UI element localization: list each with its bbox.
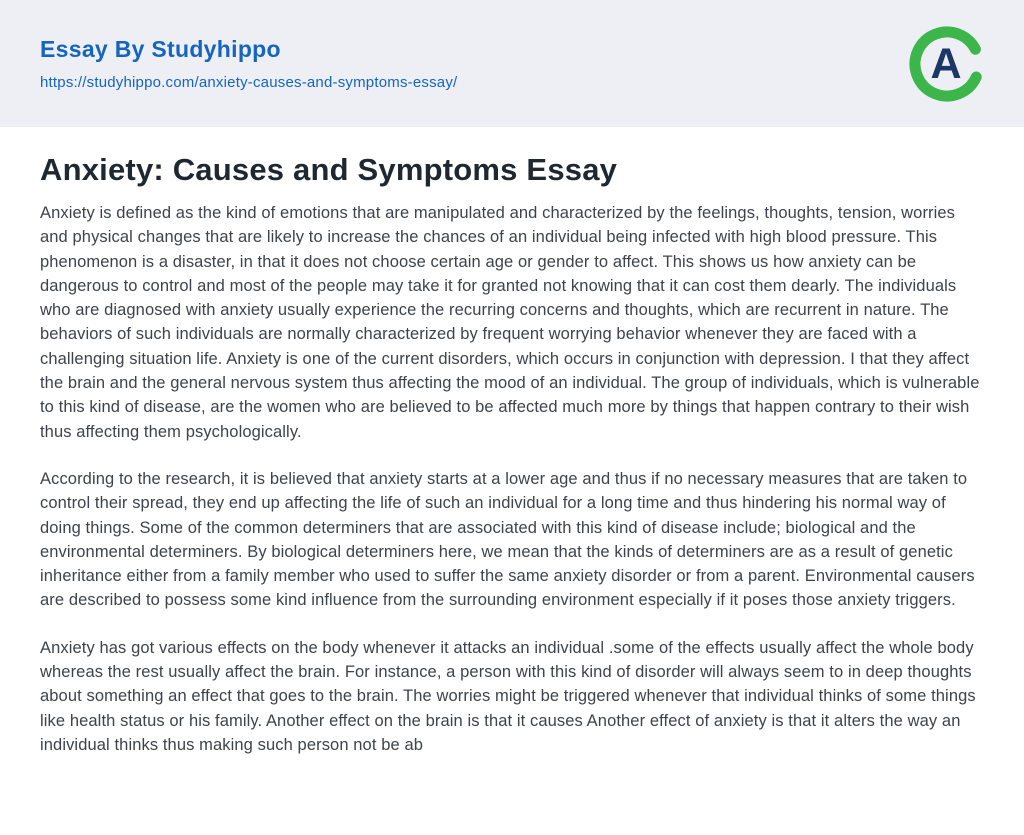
source-url-link[interactable]: https://studyhippo.com/anxiety-causes-and-symptoms-essay/ bbox=[40, 73, 458, 91]
essay-paragraph-2: According to the research, it is believed that anxiety starts at a lower age and thus if no necessary measures that are taken to control their spread, they end up affecting the life of such an individual for a long time and thus hindering his normal way of doing things. Some of the common determiners that are associated with this kind of disease include; biological and the environmental determiners. By biological determiners here, we mean that the kinds of determiners are as a result of genetic inheritance either from a family member who used to suffer the same anxiety disorder or from a parent. Environmental causers are described to possess some kind influence from the surrounding environment especially if it poses those anxiety triggers. bbox=[40, 469, 975, 610]
site-header bbox=[0, 0, 1024, 127]
header-text-block bbox=[40, 36, 457, 92]
studyhippo-logo[interactable] bbox=[908, 25, 986, 103]
essay-paragraph-1: Anxiety is defined as the kind of emotions that are manipulated and characterized by the feelings, thoughts, tension, worries and physical changes that are likely to increase the chances of an individual being infected with high blood pressure. This phenomenon is a disaster, in that it does not choose certain age or gender to affect. This shows us how anxiety can be dangerous to control and most of the people may take it for granted not knowing that it can cost them dearly. The individuals who are diagnosed with anxiety usually experience the recurring concerns and thoughts, which are recurrent in nature. The behaviors of such individuals are normally characterized by frequent worrying behavior whenever they are faced with a challenging situation life. Anxiety is one of the current disorders, which occurs in conjunction with depression. I that they affect the brain and the general nervous system thus affecting the mood of an individual. The group of individuals, which is vulnerable to this kind of disease, are the women who are believed to be affected much more by things that happen contrary to their wish thus affecting them psychologically. bbox=[40, 204, 980, 441]
essay-paragraph-3: Anxiety has got various effects on the body whenever it attacks an individual .some of the effects usually affect the whole body whereas the rest usually affect the brain. For instance, a person with this kind of disorder will always seem to in deep thoughts about something an effect that goes to the brain. The worries might be triggered whenever that individual thinks of some things like health status or his family. Another effect on the brain is that it causes Another effect of anxiety is that it alters the way an individual thinks thus making such person not be ab bbox=[40, 638, 976, 754]
studyhippo-logo-icon bbox=[908, 25, 986, 103]
essay-article bbox=[0, 152, 1024, 757]
brand-title: Essay By Studyhippo bbox=[40, 35, 281, 62]
essay-title: Anxiety: Causes and Symptoms Essay bbox=[40, 152, 618, 187]
logo-letter: A bbox=[930, 39, 962, 88]
